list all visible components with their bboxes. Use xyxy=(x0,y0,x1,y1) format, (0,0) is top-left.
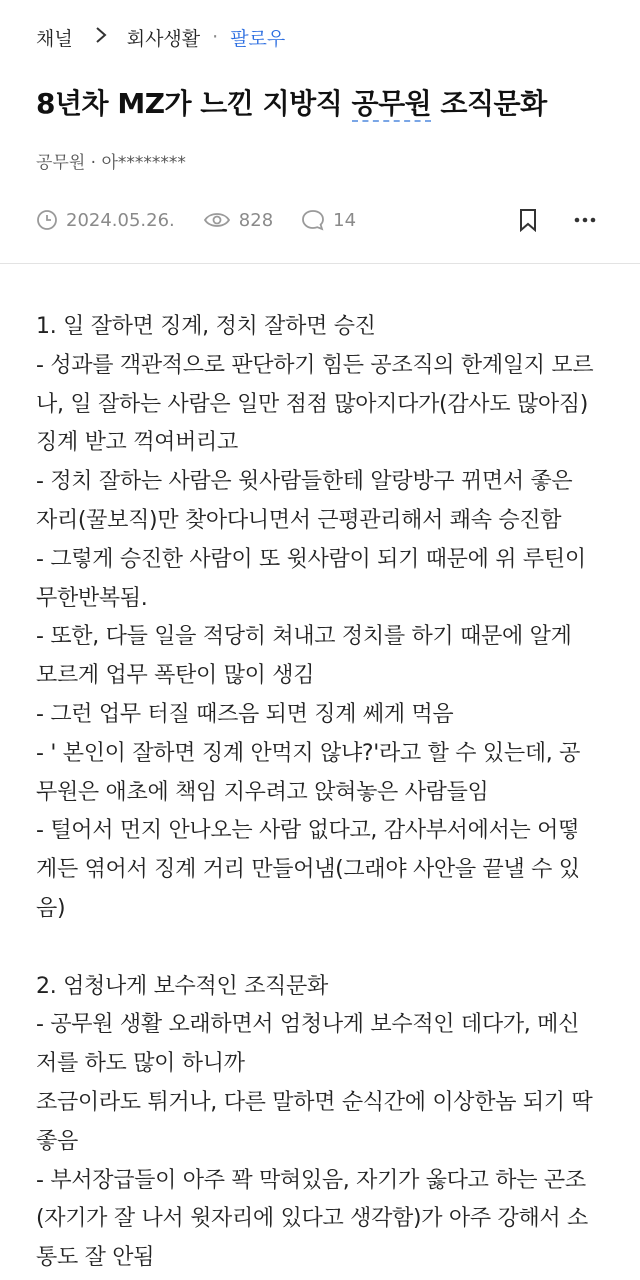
body-line: 모르게 업무 폭탄이 많이 생김 xyxy=(36,663,315,689)
body-line: 자리(꿀보직)만 찾아다니면서 근평관리해서 쾌속 승진함 xyxy=(36,507,562,533)
body-line: - 정치 잘하는 사람은 윗사람들한테 알랑방구 뀌면서 좋은 xyxy=(36,469,573,495)
separator-dot: · xyxy=(212,26,219,48)
body-line: (자기가 잘 나서 윗자리에 있다고 생각함)가 아주 강해서 소 xyxy=(36,1206,589,1232)
body-line: 좋음 xyxy=(36,1128,78,1154)
post-title xyxy=(36,80,604,128)
bookmark-button[interactable] xyxy=(518,208,546,232)
more-icon xyxy=(574,217,596,223)
body-line: 무원은 애초에 책임 지우려고 앉혀놓은 사람들임 xyxy=(36,779,489,805)
title-highlight-link[interactable]: 공무원 xyxy=(351,87,432,120)
blank-line xyxy=(36,929,604,968)
post-header xyxy=(0,0,640,237)
header-divider xyxy=(0,263,640,264)
body-line: 조금이라도 튀거나, 다른 말하면 순식간에 이상한놈 되기 딱 xyxy=(36,1089,593,1115)
breadcrumb-channel[interactable]: 채널 xyxy=(36,27,73,50)
breadcrumb-category[interactable]: 회사생활 xyxy=(126,27,201,50)
more-button[interactable] xyxy=(574,217,604,223)
body-line: 무한반복됨. xyxy=(36,585,148,611)
body-line: 1. 일 잘하면 징계, 정치 잘하면 승진 xyxy=(36,314,376,339)
title-prefix: 8년차 MZ가 느낀 지방직 xyxy=(36,87,352,120)
post-body xyxy=(0,308,640,1278)
body-line: 게든 엮어서 징계 거리 만들어냄(그래야 사안을 끝낼 수 있 xyxy=(36,857,580,883)
body-line: - 그런 업무 터질 때즈음 되면 징계 쎄게 먹음 xyxy=(36,701,454,727)
body-line: - 부서장급들이 아주 꽉 막혀있음, 자기가 옳다고 하는 곤조 xyxy=(36,1167,586,1193)
post-meta xyxy=(36,203,604,237)
body-line: - 공무원 생활 오래하면서 엄청나게 보수적인 데다가, 메신 xyxy=(36,1012,580,1038)
comment-bubble-icon xyxy=(301,209,325,231)
body-line: 2. 엄청나게 보수적인 조직문화 xyxy=(36,973,328,999)
body-line: - 성과를 객관적으로 판단하기 힘든 공조직의 한계일지 모르 xyxy=(36,352,594,378)
date-info xyxy=(36,209,175,231)
body-line: - 털어서 먼지 안나오는 사람 없다고, 감사부서에서는 어떻 xyxy=(36,818,580,844)
breadcrumb xyxy=(36,0,604,74)
body-line: - 또한, 다들 일을 적당히 쳐내고 정치를 하기 때문에 알게 xyxy=(36,624,572,650)
chevron-right-icon xyxy=(95,25,107,50)
body-line: 나, 일 잘하는 사람은 일만 점점 많아지다가(감사도 많아짐) xyxy=(36,391,589,417)
views-info xyxy=(203,210,273,231)
body-line: 음) xyxy=(36,895,66,921)
body-line: 저를 하도 많이 하니까 xyxy=(36,1051,245,1077)
body-line: 징계 받고 꺽여버리고 xyxy=(36,430,238,456)
body-line: - 그렇게 승진한 사람이 또 윗사람이 되기 때문에 위 루틴이 xyxy=(36,546,586,572)
body-line: 통도 잘 안됨 xyxy=(36,1245,155,1271)
author-info[interactable]: 공무원 · 아******** xyxy=(36,153,186,173)
comment-count: 14 xyxy=(333,209,357,231)
eye-icon xyxy=(203,210,231,230)
bookmark-icon xyxy=(518,208,538,232)
comments-info[interactable] xyxy=(301,209,356,231)
title-suffix: 조직문화 xyxy=(431,87,547,120)
follow-button[interactable]: 팔로우 xyxy=(230,27,286,50)
post-date: 2024.05.26. xyxy=(66,209,175,231)
clock-icon xyxy=(36,209,58,231)
body-line: - ' 본인이 잘하면 징계 안먹지 않냐?'라고 할 수 있는데, 공 xyxy=(36,740,581,766)
view-count: 828 xyxy=(238,209,274,231)
